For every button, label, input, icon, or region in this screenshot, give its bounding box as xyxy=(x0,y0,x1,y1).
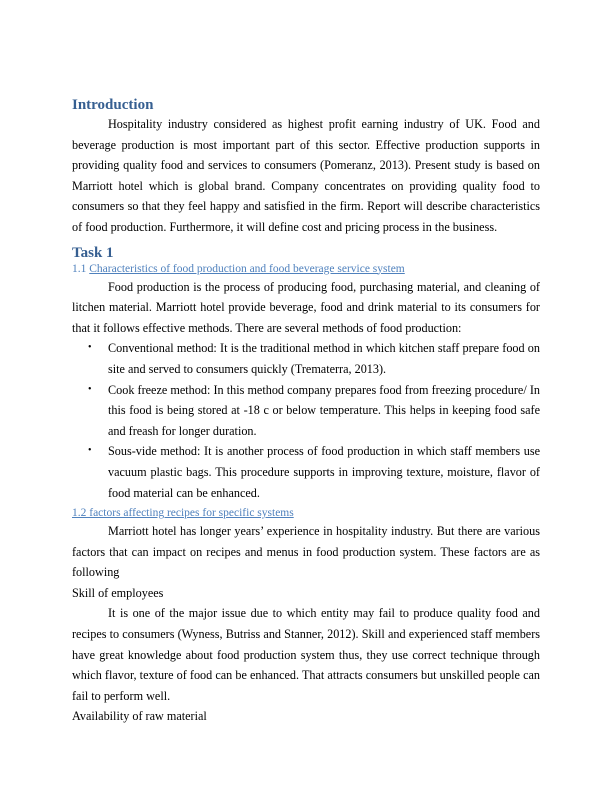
raw-material-subheading: Availability of raw material xyxy=(72,709,207,724)
food-production-paragraph: Food production is the process of producing food, purchasing material, and cleaning of litchen material. Marriott hotel provide beverage, food and drink material to its consumers for that it follows effective methods. There are several methods of food production: xyxy=(72,279,540,335)
list-item-text: Sous-vide method: It is another process of food production in which staff members use vacuum plastic bags. This procedure supports in improving texture, moisture, flavor of food material can be enhanced. xyxy=(108,444,540,500)
list-item xyxy=(72,380,540,442)
introduction-paragraph: Hospitality industry considered as highest profit earning industry of UK. Food and beverage production is most important part of this sector. Effective production supports in providing quality food and services to consumers (Pomeranz, 2013). Present study is based on Marriott hotel which is global brand. Company concentrates on providing quality food to consumers so that they feel happy and satisfied in the firm. Report will describe characteristics of food production. Furthermore, it will define cost and pricing process in the business. xyxy=(72,117,540,234)
introduction-heading: Introduction xyxy=(72,97,154,113)
factors-paragraph: Marriott hotel has longer years’ experience in hospitality industry. But there are various factors that can impact on recipes and menus in food production system. These factors are as following xyxy=(72,524,540,580)
section-1-2-link[interactable]: 1.2 factors affecting recipes for specific systems xyxy=(72,507,294,520)
section-1-1-heading xyxy=(72,262,540,277)
list-item-text: Cook freeze method: In this method company prepares food from freezing procedure/ In this food is being stored at -18 c or below temperature. This helps in keeping food safe and freash for longer duration. xyxy=(108,382,540,438)
bullet-icon: • xyxy=(88,342,92,354)
skill-paragraph: It is one of the major issue due to which entity may fail to produce quality food and recipes to consumers (Wyness, Butriss and Stanner, 2012). Skill and experienced staff members have great knowledge about food production system thus, they use correct technique through which flavor, texture of food can be enhanced. That attracts consumers but unskilled people can fail to perform well. xyxy=(72,606,540,703)
section-1-1-link[interactable]: Characteristics of food production and food beverage service system xyxy=(89,262,405,275)
list-item xyxy=(72,338,540,379)
list-item-text: Conventional method: It is the traditional method in which kitchen staff prepare food on site and served to consumers quickly (Trematerra, 2013). xyxy=(108,341,540,376)
document-page xyxy=(72,96,540,727)
skill-subheading: Skill of employees xyxy=(72,585,164,600)
bullet-icon: • xyxy=(88,383,92,395)
list-item xyxy=(72,441,540,503)
section-1-2-heading xyxy=(72,506,540,521)
section-number: 1.1 xyxy=(72,262,90,275)
task1-heading: Task 1 xyxy=(72,244,114,261)
bullet-icon: • xyxy=(88,445,92,457)
methods-list xyxy=(72,338,540,503)
